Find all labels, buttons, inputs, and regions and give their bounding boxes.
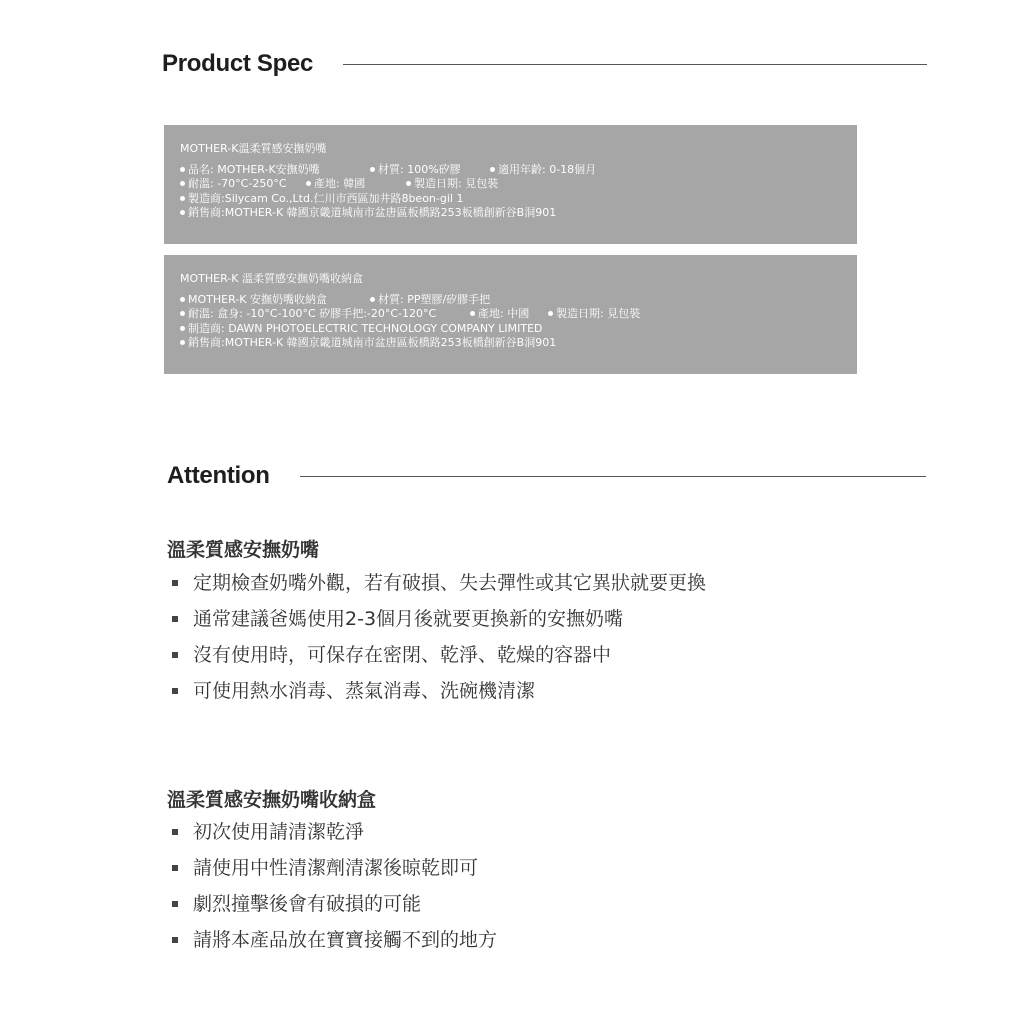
list-item: 劇烈撞擊後會有破損的可能	[172, 886, 497, 922]
list-item: 沒有使用時，可保存在密閉、乾淨、乾燥的容器中	[172, 637, 706, 673]
bullet-dot-icon	[180, 210, 185, 215]
product-spec-header	[162, 50, 927, 78]
bullet-dot-icon	[490, 167, 495, 172]
bullet-dot-icon	[406, 181, 411, 186]
bullet-square-icon	[172, 652, 178, 658]
attention-title: Attention	[167, 462, 270, 489]
bullet-dot-icon	[180, 311, 185, 316]
divider	[300, 476, 926, 477]
bullet-dot-icon	[548, 311, 553, 316]
list-item: 請將本產品放在寶寶接觸不到的地方	[172, 922, 497, 958]
bullet-dot-icon	[180, 167, 185, 172]
bullet-dot-icon	[180, 326, 185, 331]
spec-box-title: MOTHER-K溫柔質感安撫奶嘴	[180, 142, 327, 155]
spec-line: 製造商:Silycam Co.,Ltd.仁川市西區加井路8beon-gil 1	[180, 192, 857, 207]
spec-box-title: MOTHER-K 溫柔質感安撫奶嘴收納盒	[180, 272, 363, 285]
attention-list	[172, 814, 497, 958]
attention-group-heading: 溫柔質感安撫奶嘴	[167, 539, 320, 561]
bullet-square-icon	[172, 688, 178, 694]
bullet-square-icon	[172, 829, 178, 835]
product-spec-title: Product Spec	[162, 50, 314, 77]
bullet-dot-icon	[180, 196, 185, 201]
spec-line: 制造商: DAWN PHOTOELECTRIC TECHNOLOGY COMPANY LIMITED	[180, 322, 857, 337]
list-item: 通常建議爸媽使用2-3個月後就要更換新的安撫奶嘴	[172, 601, 706, 637]
list-item: 請使用中性清潔劑清潔後晾乾即可	[172, 850, 497, 886]
bullet-square-icon	[172, 937, 178, 943]
bullet-square-icon	[172, 901, 178, 907]
bullet-dot-icon	[180, 297, 185, 302]
spec-box-storage-case	[164, 255, 857, 374]
bullet-dot-icon	[180, 181, 185, 186]
spec-line: MOTHER-K 安撫奶嘴收納盒 材質: PP塑膠/矽膠手把	[180, 293, 857, 308]
attention-header	[167, 462, 926, 490]
attention-list	[172, 565, 706, 709]
spec-line: 銷售商:MOTHER-K 韓國京畿道城南市盆唐區板橋路253板橋創新谷B洞901	[180, 336, 857, 351]
attention-group-heading: 溫柔質感安撫奶嘴收納盒	[167, 789, 377, 811]
spec-line: 耐溫: -70°C-250°C 產地: 韓國 製造日期: 見包裝	[180, 177, 857, 192]
bullet-dot-icon	[370, 297, 375, 302]
spec-box-pacifier	[164, 125, 857, 244]
spec-line: 品名: MOTHER-K安撫奶嘴 材質: 100%矽膠 適用年齡: 0-18個月	[180, 163, 857, 178]
list-item: 定期檢查奶嘴外觀，若有破損、失去彈性或其它異狀就要更換	[172, 565, 706, 601]
spec-line: 銷售商:MOTHER-K 韓國京畿道城南市盆唐區板橋路253板橋創新谷B洞901	[180, 206, 857, 221]
bullet-square-icon	[172, 865, 178, 871]
bullet-square-icon	[172, 580, 178, 586]
spec-line: 耐溫: 盒身: -10°C-100°C 矽膠手把:-20°C-120°C 產地: 中國 製造日期: 見包裝	[180, 307, 857, 322]
bullet-dot-icon	[470, 311, 475, 316]
bullet-square-icon	[172, 616, 178, 622]
bullet-dot-icon	[370, 167, 375, 172]
bullet-dot-icon	[180, 340, 185, 345]
list-item: 可使用熱水消毒、蒸氣消毒、洗碗機清潔	[172, 673, 706, 709]
list-item: 初次使用請清潔乾淨	[172, 814, 497, 850]
bullet-dot-icon	[306, 181, 311, 186]
divider	[343, 64, 927, 65]
